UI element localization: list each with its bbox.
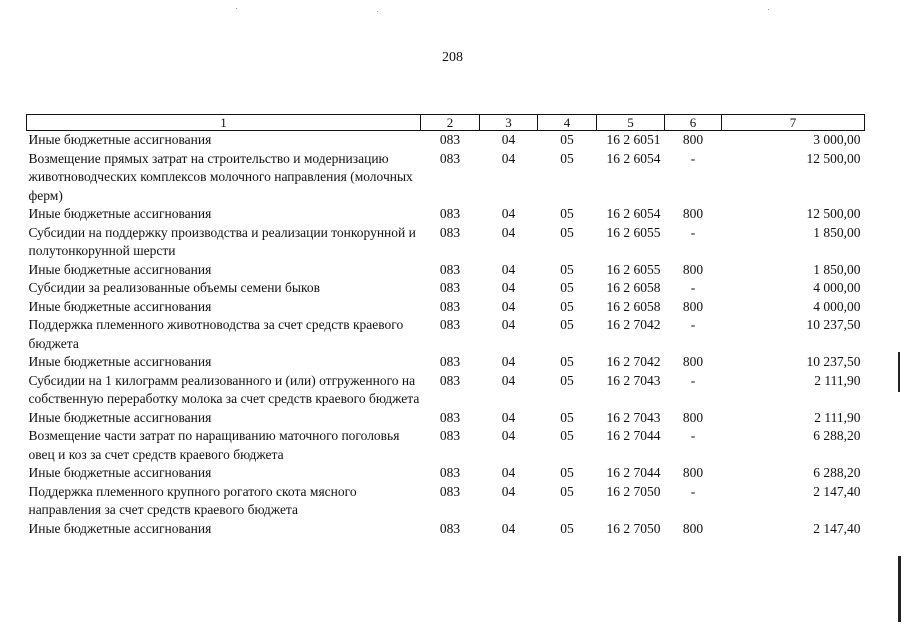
row-ministry-code: 083 — [439, 261, 461, 277]
row-ministry-code: 083 — [439, 354, 461, 369]
row-amount: 6 288,20 — [813, 428, 861, 443]
row-target-code: 16 2 7043 — [606, 372, 661, 388]
table-row — [27, 520, 865, 539]
row-ministry-code: 083 — [439, 224, 461, 240]
row-name: Субсидии на 1 килограмм реализованного и (или) отгруженного на собственную переработку молока за счет средств краевого бюджета — [28, 372, 420, 406]
row-expense-type: 800 — [682, 520, 704, 536]
row-expense-type: 800 — [682, 206, 704, 221]
row-target-code: 16 2 6054 — [606, 206, 661, 221]
row-name: Иные бюджетные ассигнования — [28, 206, 212, 221]
row-name: Иные бюджетные ассигнования — [28, 409, 212, 425]
table-header-row — [27, 115, 865, 131]
row-target-code: 16 2 6055 — [606, 261, 661, 277]
table-row — [27, 316, 865, 353]
column-header-4: 4 — [538, 115, 597, 131]
row-amount: 10 237,50 — [806, 317, 861, 332]
row-target-code: 16 2 7042 — [606, 354, 661, 369]
column-header-6: 6 — [665, 115, 722, 131]
row-ministry-code: 083 — [439, 298, 461, 314]
row-section: 04 — [501, 372, 516, 388]
row-ministry-code: 083 — [439, 520, 461, 536]
row-ministry-code: 083 — [439, 372, 461, 388]
row-ministry-code: 083 — [439, 280, 461, 295]
scan-edge-mark — [898, 556, 901, 622]
table-row — [27, 131, 865, 150]
row-amount: 12 500,00 — [806, 150, 861, 166]
row-section: 04 — [501, 354, 516, 369]
column-header-2: 2 — [421, 115, 480, 131]
page-number: 208 — [442, 50, 463, 65]
table-row — [27, 464, 865, 483]
row-section: 04 — [501, 206, 516, 221]
table-row — [27, 224, 865, 261]
column-header-7: 7 — [722, 115, 865, 131]
table-row — [27, 298, 865, 317]
row-subsection: 05 — [560, 261, 574, 277]
row-amount: 2 147,40 — [813, 483, 861, 499]
column-header-5: 5 — [597, 115, 665, 131]
row-amount: 3 000,00 — [813, 132, 861, 147]
row-section: 04 — [501, 298, 516, 314]
table-row — [27, 279, 865, 298]
row-target-code: 16 2 7044 — [606, 428, 661, 443]
row-section: 04 — [501, 261, 516, 277]
row-ministry-code: 083 — [439, 317, 461, 332]
table-row — [27, 261, 865, 280]
row-target-code: 16 2 6051 — [606, 132, 661, 147]
row-expense-type: 800 — [682, 132, 704, 147]
row-ministry-code: 083 — [439, 150, 461, 166]
row-subsection: 05 — [560, 224, 574, 240]
row-name: Поддержка племенного крупного рогатого скота мясного направления за счет средств краевого бюджета — [28, 483, 357, 517]
row-name: Иные бюджетные ассигнования — [28, 298, 212, 314]
row-ministry-code: 083 — [439, 409, 461, 425]
row-target-code: 16 2 7044 — [606, 465, 661, 480]
row-section: 04 — [501, 428, 516, 443]
row-subsection: 05 — [560, 409, 574, 425]
row-amount: 6 288,20 — [813, 465, 861, 480]
row-section: 04 — [501, 520, 516, 536]
row-ministry-code: 083 — [439, 483, 461, 499]
row-subsection: 05 — [560, 465, 574, 480]
row-name: Иные бюджетные ассигнования — [28, 465, 212, 480]
row-subsection: 05 — [560, 520, 574, 536]
row-amount: 2 111,90 — [814, 409, 861, 425]
row-expense-type: - — [690, 372, 696, 388]
row-expense-type: - — [690, 428, 696, 443]
row-amount: 4 000,00 — [813, 298, 861, 314]
table-row — [27, 372, 865, 409]
row-amount: 10 237,50 — [806, 354, 861, 369]
row-name: Иные бюджетные ассигнования — [28, 520, 212, 536]
row-subsection: 05 — [560, 354, 574, 369]
row-subsection: 05 — [560, 298, 574, 314]
column-header-1: 1 — [27, 115, 421, 131]
table-body — [27, 131, 865, 539]
row-subsection: 05 — [560, 150, 574, 166]
table-row — [27, 205, 865, 224]
row-section: 04 — [501, 132, 516, 147]
row-ministry-code: 083 — [439, 465, 461, 480]
row-amount: 2 111,90 — [814, 372, 861, 388]
row-expense-type: 800 — [682, 298, 704, 314]
row-section: 04 — [501, 224, 516, 240]
row-subsection: 05 — [560, 483, 574, 499]
row-expense-type: - — [690, 280, 696, 295]
row-target-code: 16 2 7042 — [606, 317, 661, 332]
table-row — [27, 427, 865, 464]
row-name: Субсидии на поддержку производства и реализации тонкорунной и полутонкорунной шерсти — [28, 224, 416, 258]
table-row — [27, 483, 865, 520]
row-section: 04 — [501, 465, 516, 480]
row-subsection: 05 — [560, 132, 574, 147]
table-row — [27, 409, 865, 428]
row-ministry-code: 083 — [439, 428, 461, 443]
budget-table — [26, 114, 865, 538]
row-expense-type: 800 — [682, 465, 704, 480]
row-expense-type: - — [690, 224, 696, 240]
row-amount: 4 000,00 — [813, 280, 861, 295]
row-name: Иные бюджетные ассигнования — [28, 354, 212, 369]
row-section: 04 — [501, 409, 516, 425]
column-header-3: 3 — [480, 115, 538, 131]
row-expense-type: - — [690, 150, 696, 166]
row-target-code: 16 2 7050 — [606, 483, 661, 499]
row-target-code: 16 2 6058 — [606, 280, 661, 295]
scan-edge-mark — [898, 352, 900, 392]
row-amount: 12 500,00 — [806, 206, 861, 221]
row-name: Иные бюджетные ассигнования — [28, 261, 212, 277]
row-subsection: 05 — [560, 206, 574, 221]
row-expense-type: 800 — [682, 354, 704, 369]
row-name: Иные бюджетные ассигнования — [28, 132, 212, 147]
row-target-code: 16 2 7050 — [606, 520, 661, 536]
row-expense-type: - — [690, 317, 696, 332]
table-row — [27, 353, 865, 372]
scan-speck — [236, 8, 237, 9]
row-ministry-code: 083 — [439, 206, 461, 221]
row-subsection: 05 — [560, 372, 574, 388]
row-expense-type: 800 — [682, 409, 704, 425]
row-amount: 1 850,00 — [813, 224, 861, 240]
row-amount: 2 147,40 — [813, 520, 861, 536]
row-target-code: 16 2 6054 — [606, 150, 661, 166]
row-section: 04 — [501, 280, 516, 295]
row-name: Субсидии за реализованные объемы семени быков — [28, 280, 320, 295]
table-row — [27, 150, 865, 206]
row-target-code: 16 2 6055 — [606, 224, 661, 240]
row-amount: 1 850,00 — [813, 261, 861, 277]
row-target-code: 16 2 6058 — [606, 298, 661, 314]
row-ministry-code: 083 — [439, 132, 461, 147]
scan-speck — [768, 9, 769, 10]
row-section: 04 — [501, 150, 516, 166]
row-subsection: 05 — [560, 280, 574, 295]
row-name: Поддержка племенного животноводства за счет средств краевого бюджета — [28, 317, 404, 351]
row-subsection: 05 — [560, 317, 574, 332]
row-name: Возмещение прямых затрат на строительство и модернизацию животноводческих комплексов молочного направления (молочных ферм) — [28, 150, 413, 203]
scan-speck — [377, 11, 378, 12]
row-target-code: 16 2 7043 — [606, 409, 661, 425]
row-section: 04 — [501, 483, 516, 499]
row-expense-type: 800 — [682, 261, 704, 277]
row-expense-type: - — [690, 483, 696, 499]
row-name: Возмещение части затрат по наращиванию маточного поголовья овец и коз за счет средств краевого бюджета — [28, 428, 400, 462]
row-subsection: 05 — [560, 428, 574, 443]
row-section: 04 — [501, 317, 516, 332]
